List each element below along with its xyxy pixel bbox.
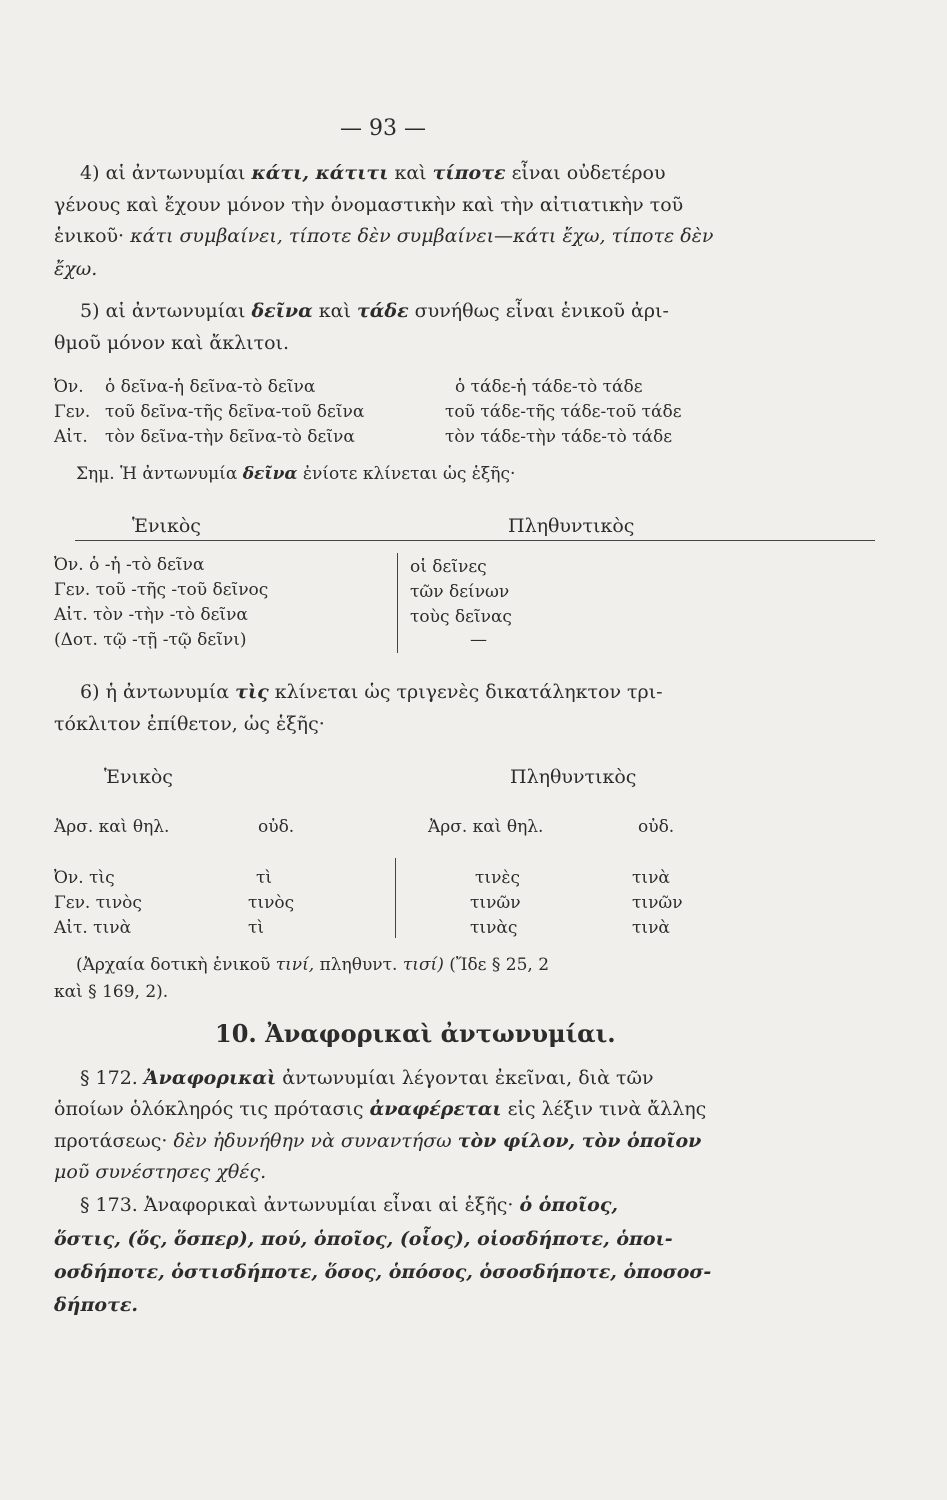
note-bold: δεῖνα: [242, 464, 298, 484]
deina-decl-rule: [75, 540, 875, 541]
tis-on-p-mf: τινὲς: [475, 868, 521, 888]
tis-gen-s-n: τινὸς: [248, 893, 295, 913]
deina-row-on-case: Ὀν.: [54, 377, 84, 397]
tis-col-p-mf: Ἀρσ. καὶ θηλ.: [428, 817, 544, 837]
ancient-text-1: (Ἀρχαία δοτικὴ ἑνικοῦ: [76, 955, 271, 975]
p173-line-3: οσδήποτε, ὁστισδήποτε, ὅσος, ὁπόσος, ὁσοσδήποτε, ὁποσοσ-: [54, 1261, 712, 1283]
p173-bold-1: ὁ ὁποῖος,: [519, 1194, 619, 1216]
tis-singular-header: Ἑνικὸς: [104, 766, 173, 788]
tis-ait-s-mf: τινὰ: [93, 918, 132, 938]
p172-line-3c: τὸν φίλον, τὸν ὁποῖον: [457, 1130, 702, 1152]
ancient-text-3: (Ἴδε § 25, 2: [449, 955, 550, 975]
note-text-2: ἐνίοτε κλίνεται ὡς ἑξῆς·: [302, 464, 516, 484]
para-6-text-2: κλίνεται ὡς τριγενὲς δικατάληκτον τρι-: [274, 681, 663, 703]
p172-bold-1: Ἀναφορικαὶ: [143, 1067, 277, 1089]
para-4-line-3: [54, 225, 713, 247]
deina-row-ait-right: τὸν τάδε-τὴν τάδε-τὸ τάδε: [445, 427, 673, 447]
para-5-text-3: συνήθως εἶναι ἑνικοῦ ἀρι-: [414, 300, 669, 322]
tis-ait-p-mf: τινὰς: [470, 918, 518, 938]
para-6-label: 6): [80, 681, 100, 703]
p173-line-1: [80, 1194, 618, 1216]
tis-case-gen: Γεν.: [54, 893, 91, 913]
p172-line-3: [54, 1130, 701, 1152]
para-4-line-4: ἔχω.: [54, 258, 98, 280]
para-5-bold-2: τάδε: [356, 300, 409, 322]
para-4-bold-2: τίποτε: [432, 162, 506, 184]
para-5-line-2: θμοῦ μόνον καὶ ἄκλιτοι.: [54, 332, 290, 354]
note-line: [76, 464, 515, 484]
ancient-italic-1: τινί,: [275, 955, 315, 975]
para-5-text-1: αἱ ἀντωνυμίαι: [105, 300, 246, 322]
tis-on-s-mf: τὶς: [89, 868, 115, 888]
p172-line-2: [54, 1098, 706, 1120]
tis-row-gen-label: [54, 893, 142, 913]
ancient-line-2: καὶ § 169, 2).: [54, 982, 169, 1002]
p172-line-3b: δὲν ἠδυνήθην νὰ συναντήσω: [173, 1130, 452, 1152]
ancient-line-1: [76, 955, 549, 975]
tis-case-on: Ὀν.: [54, 868, 84, 888]
tis-col-s-mf: Ἀρσ. καὶ θηλ.: [54, 817, 170, 837]
p172-line-2b: ἀναφέρεται: [369, 1098, 502, 1120]
para-4-text-2: καὶ: [394, 162, 427, 184]
para-4-line-3b: κάτι συμβαίνει, τίποτε δὲν συμβαίνει—κάτι ἔχω, τίποτε δὲν: [130, 225, 714, 247]
para-4-label: 4): [80, 162, 100, 184]
deina-row-gen-right: τοῦ τάδε-τῆς τάδε-τοῦ τάδε: [445, 402, 682, 422]
para-5-bold-1: δεῖνα: [251, 300, 313, 322]
p172-line-2a: ὁποίων ὁλόκληρός τις πρότασις: [54, 1098, 364, 1120]
tis-row-ait-label: [54, 918, 131, 938]
deina-pl-dot: —: [470, 630, 487, 650]
tis-on-p-n: τινὰ: [632, 868, 670, 888]
deina-row-ait-case: Αἰτ.: [54, 427, 88, 447]
tis-col-p-n: οὐδ.: [638, 817, 675, 837]
tis-gen-p-n: τινῶν: [632, 893, 683, 913]
p172-line-3a: προτάσεως·: [54, 1130, 168, 1152]
tis-decl-divider: [395, 858, 396, 938]
para-6-bold: τὶς: [235, 681, 269, 703]
p172-line-2c: εἰς λέξιν τινὰ ἄλλης: [507, 1098, 707, 1120]
p172-line-4: μοῦ συνέστησες χθές.: [54, 1161, 267, 1183]
deina-row-on-left: ὁ δεῖνα-ἡ δεῖνα-τὸ δεῖνα: [105, 377, 316, 397]
deina-row-gen-left: τοῦ δεῖνα-τῆς δεῖνα-τοῦ δεῖνα: [105, 402, 365, 422]
tis-row-on-label: [54, 868, 115, 888]
deina-row-on-right: ὁ τάδε-ἡ τάδε-τὸ τάδε: [455, 377, 643, 397]
para-5-text-2: καὶ: [318, 300, 351, 322]
p172-text-1: ἀντωνυμίαι λέγονται ἐκεῖναι, διὰ τῶν: [282, 1067, 654, 1089]
para-5-label: 5): [80, 300, 100, 322]
para-4-text-3: εἶναι οὐδετέρου: [511, 162, 666, 184]
deina-sg-dot: (Δοτ. τῷ -τῇ -τῷ δεῖνι): [54, 630, 247, 650]
p173-num: § 173.: [80, 1194, 138, 1216]
deina-sg-gen: Γεν. τοῦ -τῆς -τοῦ δεῖνος: [54, 580, 269, 600]
tis-ait-s-n: τὶ: [248, 918, 265, 938]
para-5-line-1: [80, 300, 669, 322]
deina-row-ait-left: τὸν δεῖνα-τὴν δεῖνα-τὸ δεῖνα: [105, 427, 355, 447]
ancient-text-2: πληθυντ.: [319, 955, 398, 975]
p172-num: § 172.: [80, 1067, 138, 1089]
deina-singular-header: Ἑνικὸς: [132, 515, 201, 537]
deina-sg-on: Ὀν. ὁ -ἡ -τὸ δεῖνα: [54, 555, 205, 575]
deina-pl-ait: τοὺς δεῖνας: [410, 607, 512, 627]
para-6-line-2: τόκλιτον ἐπίθετον, ὡς ἑξῆς·: [54, 713, 325, 735]
tis-ait-p-n: τινὰ: [632, 918, 670, 938]
deina-pl-gen: τῶν δείνων: [410, 582, 510, 602]
deina-row-gen-case: Γεν.: [54, 402, 91, 422]
para-6-line-1: [80, 681, 663, 703]
tis-case-ait: Αἰτ.: [54, 918, 88, 938]
tis-plural-header: Πληθυντικὸς: [510, 766, 637, 788]
tis-on-s-n: τὶ: [256, 868, 273, 888]
tis-gen-s-mf: τινὸς: [95, 893, 142, 913]
p173-line-4: δήποτε.: [54, 1294, 139, 1316]
para-4-line-2: γένους καὶ ἔχουν μόνον τὴν ὀνομαστικὴν καὶ τὴν αἰτιατικὴν τοῦ: [54, 194, 684, 216]
page-number: — 93 —: [340, 116, 426, 141]
para-4-line-1: [80, 162, 666, 184]
p173-line-2: ὅστις, (ὅς, ὅσπερ), πού, ὁποῖος, (οἷος), οἱοσδήποτε, ὁποι-: [54, 1228, 673, 1250]
tis-col-s-n: οὐδ.: [258, 817, 295, 837]
section-heading: 10. Ἀναφορικαὶ ἀντωνυμίαι.: [215, 1019, 616, 1048]
deina-decl-divider: [397, 553, 398, 653]
para-4-line-3a: ἑνικοῦ·: [54, 225, 125, 247]
para-6-text-1: ἡ ἀντωνυμία: [105, 681, 230, 703]
p173-text-1: Ἀναφορικαὶ ἀντωνυμίαι εἶναι αἱ ἑξῆς·: [143, 1194, 514, 1216]
ancient-italic-2: τισί): [402, 955, 444, 975]
deina-sg-ait: Αἰτ. τὸν -τὴν -τὸ δεῖνα: [54, 605, 248, 625]
deina-pl-on: οἱ δεῖνες: [410, 557, 487, 577]
para-4-text-1: αἱ ἀντωνυμίαι: [105, 162, 246, 184]
para-4-bold-1: κάτι, κάτιτι: [251, 162, 389, 184]
note-text-1: Ἡ ἀντωνυμία: [120, 464, 238, 484]
deina-plural-header: Πληθυντικὸς: [508, 515, 635, 537]
tis-gen-p-mf: τινῶν: [470, 893, 521, 913]
p172-line-1: [80, 1067, 654, 1089]
note-label: Σημ.: [76, 464, 115, 484]
